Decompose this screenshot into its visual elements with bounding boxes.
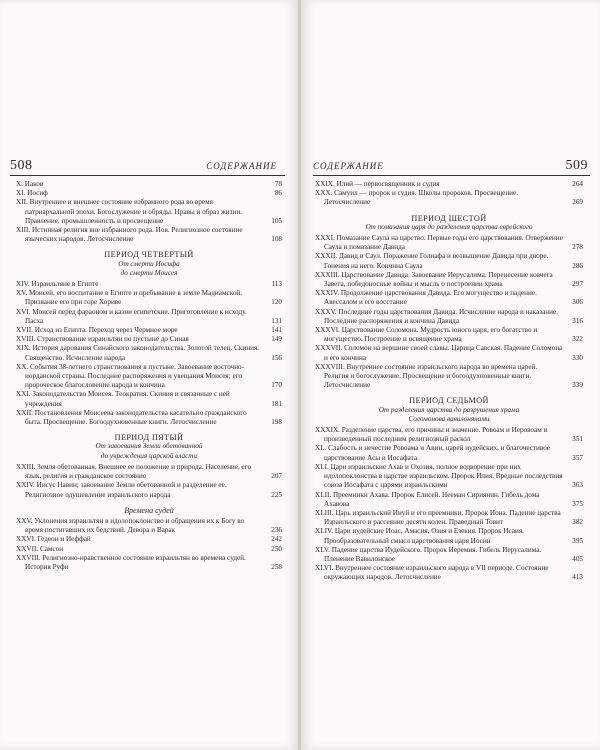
subsection-heading: Времена судей	[124, 505, 174, 515]
toc-entry-page: 250	[271, 544, 282, 553]
toc-entry	[16, 535, 282, 544]
toc-entry	[315, 564, 583, 582]
period-title: ПЕРИОД СЕДЬМОЙ	[409, 396, 489, 406]
toc-entry-title: XLVI. Внутреннее состояние израильского народа в VII периоде. Состояние окружающих народов. Летосчисление	[315, 564, 549, 582]
toc-entry-title: XVIII. Странствование израильтян по пустыне до Синая	[16, 335, 189, 344]
toc-entry	[16, 463, 282, 481]
toc-entry	[16, 289, 282, 307]
toc-entry-page: 78	[274, 180, 282, 188]
toc-entry	[315, 344, 583, 362]
page-number: 509	[565, 158, 588, 173]
toc-entry-page: 316	[572, 316, 583, 325]
toc-entry-title: XXIX. Илий — первосвященник и судия	[315, 180, 440, 188]
toc-entry-title: XXIII. Земля обетованная. Внешнее ее положение и природа. Население, его язык, религия и гражданское состояние	[16, 462, 252, 481]
toc-entry-title: XL. Слабость и нечестие Ровоама и Авии, царей иудейских, и благочестивое царствование Асы и Иосафата	[315, 444, 551, 462]
toc-entry	[16, 390, 282, 408]
toc-entry	[315, 326, 583, 344]
toc-entry	[16, 344, 282, 362]
page-number: 508	[10, 158, 33, 173]
toc-entry-title: XXXI. Помазание Саула на царство. Первые годы его царствования. Отвержение Саула и помазание Давида	[315, 234, 563, 252]
toc-entry-page: 131	[271, 316, 282, 325]
toc-entry-title: XXVII. Самсон	[16, 544, 64, 553]
period-subtitle: до учреждения царской власти	[100, 451, 198, 460]
toc-entry-page: 236	[271, 526, 282, 535]
toc-entry-page: 149	[271, 335, 282, 344]
toc-entry-page: 405	[572, 554, 583, 563]
toc-entry	[315, 308, 583, 326]
left-page-header	[0, 158, 299, 174]
toc-entry	[315, 363, 583, 391]
period-subtitle: От разделения царства до разрушения храма	[378, 405, 520, 414]
toc-entry-title: XIII. Истинная религия вне избранного рода. Иов. Религиозное состояние языческих народов. Летосчисление	[16, 226, 243, 244]
toc-entry	[315, 180, 583, 189]
toc-entry-page: 108	[271, 235, 282, 244]
toc-entry	[315, 463, 583, 491]
toc-entry-page: 306	[572, 298, 583, 307]
toc-entry-title: XXXII. Давид и Саул. Поражение Голиафа и возвышение Давида при дворе. Гонения на него. Кончина Саула	[315, 252, 549, 270]
header-rule	[10, 175, 285, 176]
toc-entry-title: XXV. Уклонения израильтян в идолопоклонство и обращения их к Богу во время постигавших их бедствий. Девора и Варак	[16, 516, 245, 535]
toc-entry-page: 363	[572, 481, 583, 490]
right-toc-content	[315, 180, 583, 583]
period-title: ПЕРИОД ЧЕТВЕРТЫЙ	[104, 250, 194, 260]
toc-entry	[315, 426, 583, 444]
toc-entry	[315, 509, 583, 527]
toc-entry-title: XXXIII. Царствование Давида. Завоевание Иерусалима. Перенесение ковчега Завета, победоносные войны и мысль о построении храма	[315, 270, 553, 289]
toc-entry-page: 181	[271, 399, 282, 408]
toc-entry	[16, 180, 282, 189]
toc-entry	[16, 198, 282, 226]
toc-entry-title: XII. Внутреннее и внешнее состояние избранного рода во время патриархальной эпохи. Богослужение и обряды. Нравы и образ жизни. Правление, промышленность и просвещение	[16, 198, 242, 225]
toc-entry-title: XV. Моисей, его воспитание в Египте и пребывание в земле Мадиамской. Призвание его при горе Хориве	[16, 289, 243, 307]
right-page-header	[301, 158, 600, 174]
toc-entry-page: 170	[271, 381, 282, 390]
toc-entry-page: 198	[271, 418, 282, 427]
toc-entry	[16, 335, 282, 344]
toc-entry-title: XXI. Законодательство Моисея. Теократия. Скиния и связанные с ней учреждения	[16, 390, 230, 408]
toc-entry	[315, 546, 583, 564]
toc-entry	[16, 363, 282, 391]
period-heading	[315, 214, 583, 232]
toc-entry	[315, 252, 583, 270]
toc-entry-title: XIV. Израильтяне в Египте	[16, 280, 99, 289]
toc-entry	[16, 226, 282, 244]
period-subtitle: От смерти Иосифа	[118, 259, 180, 268]
period-subtitle: Соломонова вавилонянами	[408, 414, 490, 423]
toc-entry-title: XVII. Исход из Египта. Переход через Чермное море	[16, 326, 178, 335]
period-heading	[315, 396, 583, 424]
toc-entry-title: XXXVIII. Внутреннее состояние израильского народа во времена царей. Религия и богослужение. Просвещение и богоодухновенные книги. Летосчисление	[315, 362, 538, 390]
toc-entry-page: 258	[271, 562, 282, 571]
toc-entry-page: 322	[572, 335, 583, 344]
toc-entry-title: XXIV. Иисус Навин; завоевание Земли обетованной и разделение ее. Религиозное одушевление израильского народа	[16, 481, 227, 499]
toc-entry	[16, 409, 282, 427]
toc-entry-page: 297	[572, 280, 583, 289]
toc-entry	[16, 481, 282, 499]
toc-entry-page: 113	[271, 280, 282, 289]
toc-entry	[16, 554, 282, 572]
toc-entry-page: 375	[572, 499, 583, 508]
toc-entry-title: XX. События 38-летнего странствования в пустыне. Завоевание восточно-иорданской страны. Последние распоряжения и увещания Моисея; его пророческое благословение народа и кончина	[16, 362, 245, 390]
toc-entry-page: 86	[274, 189, 282, 198]
toc-entry	[315, 234, 583, 252]
toc-entry-title: XIX. История дарования Синайского законодательства. Золотой телец. Скиния. Священство. Исчисление народа	[16, 344, 260, 362]
toc-entry-title: XVI. Моисей перед фараоном и казни египетские. Приготовление к исходу. Пасха	[16, 307, 247, 325]
toc-entry-page: 242	[271, 535, 282, 544]
toc-entry-page: 105	[271, 216, 282, 225]
period-heading	[16, 250, 282, 278]
toc-entry-title: XXXVI. Царствование Соломона. Мудрость юного царя, его богатство и могущество. Построение и освящение храма	[315, 326, 538, 344]
period-subtitle: От завоевания Земли обетованной	[95, 442, 203, 451]
toc-entry	[315, 527, 583, 545]
period-subtitle: до смерти Моисея	[120, 268, 178, 277]
period-title: ПЕРИОД ШЕСТОЙ	[411, 213, 487, 223]
toc-entry-page: 286	[572, 261, 583, 270]
toc-entry-title: XXVI. Гедеон и Иеффай	[16, 535, 91, 544]
toc-entry	[16, 517, 282, 535]
right-page	[301, 0, 600, 750]
toc-entry-title: XLI. Цари израильские Ахав и Охозия, полное водворение при них идолопоклонства в царстве израильском. Пророк Илия. Вредные последствия союза Иосафата с царями израильскими	[315, 462, 563, 490]
toc-entry-page: 357	[572, 453, 583, 462]
toc-entry-page: 330	[572, 353, 583, 362]
toc-entry	[16, 326, 282, 335]
toc-entry-title: XLIII. Царь израильский Ииуй и его преемники. Пророк Иона. Падение царства Израильского и рассеяние десяти колен. Праведный Товит	[315, 508, 561, 527]
toc-entry-title: XI. Иосиф	[16, 189, 48, 198]
toc-entry-title: XLII. Преемники Ахава. Пророк Елисей. Нееман Сириянин. Гибель дома Ахавова	[315, 490, 540, 508]
toc-entry	[315, 444, 583, 462]
toc-entry-page: 269	[572, 198, 583, 207]
toc-entry-title: XXXIX. Разделение царства, его причины и значение. Ровоам и Иеровоам и произведенный последним религиозный раскол	[315, 426, 548, 444]
toc-entry	[315, 189, 583, 207]
toc-entry-title: XXXIV. Продолжение царствования Давида. Его могущество и падение. Авессалом и его восстание	[315, 289, 537, 307]
toc-entry	[16, 189, 282, 198]
toc-entry-page: 156	[271, 353, 282, 362]
toc-entry-page: 207	[271, 472, 282, 481]
running-title: СОДЕРЖАНИЕ	[206, 161, 277, 171]
toc-entry	[315, 491, 583, 509]
toc-entry-page: 395	[572, 536, 583, 545]
toc-entry-page: 225	[271, 490, 282, 499]
toc-entry-page: 141	[271, 326, 282, 335]
running-title: СОДЕРЖАНИЕ	[313, 161, 384, 171]
toc-entry	[315, 289, 583, 307]
toc-entry-title: XXII. Постановления Моисеева законодательства касательно гражданского быта. Просвещение. Богоодухновенные книги. Летосчисление	[16, 408, 247, 427]
toc-entry	[16, 545, 282, 554]
toc-entry-title: XXX. Самуил — пророк и судия. Школы пророков. Просвещение. Летосчисление	[315, 189, 519, 207]
toc-entry-page: 382	[572, 518, 583, 527]
header-rule	[313, 175, 590, 176]
toc-entry-page: 120	[271, 298, 282, 307]
toc-entry-title: XXXV. Последние годы царствования Давида. Исчисление народа и наказание. Последние распоряжения и кончина Давида	[315, 307, 558, 325]
toc-entry-page: 413	[572, 573, 583, 582]
toc-entry-page: 278	[572, 243, 583, 252]
toc-entry-title: XLV. Падение царства Иудейского. Пророк Иеремия. Гибель Иерусалима. Пленение Вавилонское	[315, 545, 542, 563]
toc-entry-page: 264	[572, 180, 583, 188]
toc-entry-page: 339	[572, 381, 583, 390]
toc-entry-title: XXXVII. Соломон на вершине своей славы. Царица Савская. Падение Соломона и его кончина	[315, 344, 563, 362]
toc-entry-title: XXVIII. Религиозно-нравственное состояние израильтян во времена судей. История Руфи	[16, 553, 246, 571]
period-subtitle: От помазания царя до разделения царства еврейского	[365, 222, 533, 231]
toc-entry-page: 351	[572, 435, 583, 444]
toc-entry-title: XLIV. Цари иудейские Иоас, Амасия, Озия и Езекия. Пророк Исаия. Прообразовательный смысл царствования царя Иосии	[315, 527, 524, 545]
left-page	[0, 0, 299, 750]
toc-entry-title: X. Иаков	[16, 180, 44, 188]
left-toc-content	[16, 180, 282, 572]
toc-entry	[315, 271, 583, 289]
toc-entry	[16, 308, 282, 326]
toc-entry	[16, 280, 282, 289]
period-heading	[16, 433, 282, 461]
period-title: ПЕРИОД ПЯТЫЙ	[114, 433, 184, 443]
